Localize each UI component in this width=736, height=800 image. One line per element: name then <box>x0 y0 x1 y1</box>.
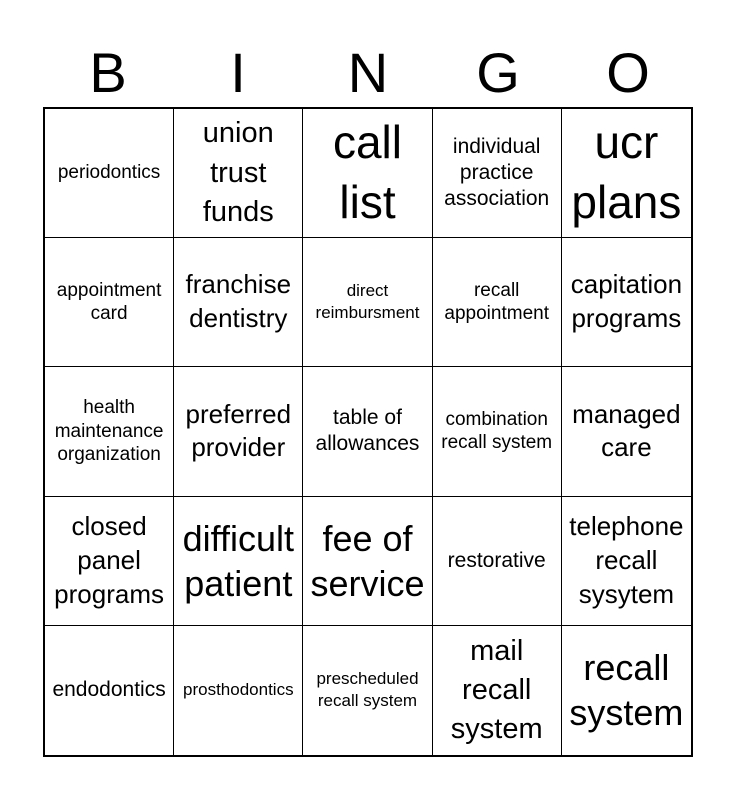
header-letter-g: G <box>476 41 520 104</box>
bingo-cell <box>303 497 432 626</box>
cell-text: prescheduled recall system <box>316 669 419 711</box>
bingo-cell <box>45 109 174 238</box>
bingo-cell <box>174 497 303 626</box>
bingo-cell <box>174 238 303 367</box>
cell-text: fee of service <box>310 517 425 604</box>
cell-text: recall system <box>569 647 684 734</box>
cell-text: union trust funds <box>202 117 274 228</box>
cell-text: periodontics <box>57 162 161 184</box>
cell-text: franchise dentistry <box>185 269 292 334</box>
header-letter-n: N <box>347 41 389 104</box>
bingo-cell <box>562 497 691 626</box>
bingo-cell <box>562 109 691 238</box>
bingo-cell <box>45 238 174 367</box>
cell-text: direct reimbursment <box>315 281 420 323</box>
cell-text: appointment card <box>56 279 162 325</box>
bingo-cell <box>45 626 174 755</box>
cell-text: ucr plans <box>571 116 682 229</box>
header-letter-o: O <box>606 41 650 104</box>
bingo-cell <box>562 367 691 496</box>
cell-text: managed care <box>572 398 681 463</box>
cell-text: difficult patient <box>182 517 294 604</box>
bingo-cell <box>433 367 562 496</box>
bingo-cell <box>433 109 562 238</box>
cell-text: preferred provider <box>185 398 292 463</box>
cell-text: closed panel programs <box>54 511 164 609</box>
bingo-cell <box>45 367 174 496</box>
cell-text: mail recall system <box>450 634 543 745</box>
bingo-cell <box>433 497 562 626</box>
cell-text: combination recall system <box>441 408 553 454</box>
cell-text: recall appointment <box>444 279 549 325</box>
bingo-cell <box>562 238 691 367</box>
bingo-cell <box>303 367 432 496</box>
cell-text: telephone recall sysytem <box>569 511 684 609</box>
cell-text: endodontics <box>52 678 166 702</box>
bingo-cell <box>433 626 562 755</box>
bingo-cell <box>174 367 303 496</box>
bingo-header <box>43 40 693 106</box>
cell-text: call list <box>332 116 402 229</box>
cell-text: individual practice association <box>444 134 550 211</box>
bingo-cell <box>45 497 174 626</box>
bingo-cell <box>303 626 432 755</box>
bingo-cell <box>433 238 562 367</box>
bingo-cell <box>562 626 691 755</box>
cell-text: prosthodontics <box>183 680 294 700</box>
cell-text: health maintenance organization <box>54 396 164 466</box>
cell-text: restorative <box>447 548 546 572</box>
bingo-cell <box>303 109 432 238</box>
bingo-board <box>43 107 693 757</box>
cell-text: capitation programs <box>570 269 683 334</box>
cell-text: table of allowances <box>315 406 420 456</box>
bingo-cell <box>174 626 303 755</box>
header-letter-b: B <box>89 41 127 104</box>
header-letter-i: I <box>230 41 246 104</box>
bingo-cell <box>174 109 303 238</box>
bingo-cell <box>303 238 432 367</box>
